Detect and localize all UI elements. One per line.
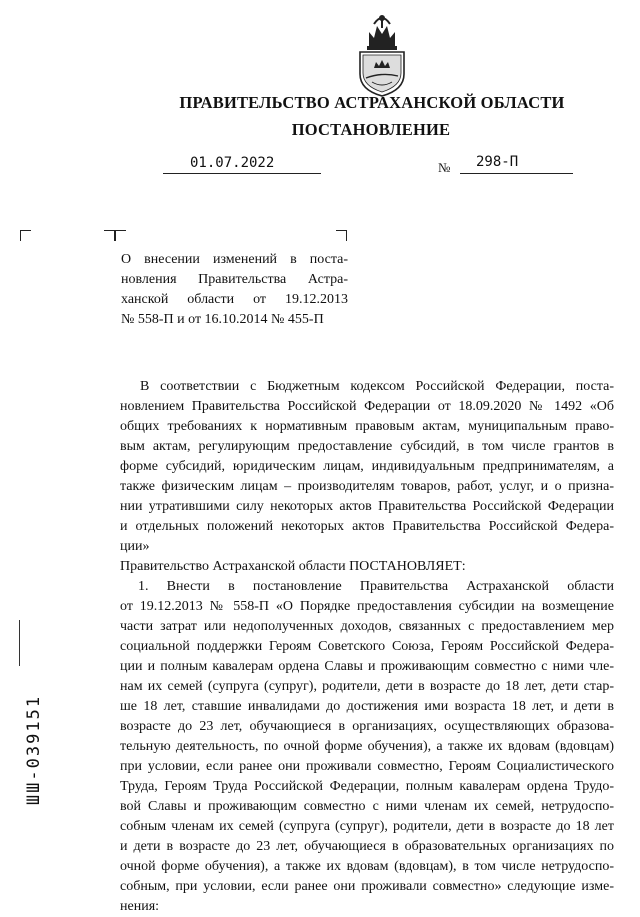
government-title [0,93,640,140]
org-name: ПРАВИТЕЛЬСТВО АСТРАХАНСКОЙ ОБЛАСТИ [179,93,565,112]
subject-line: № 558-П и от 16.10.2014 № 455-П [121,312,324,327]
clause-line: вой Славы и проживающим совместно с ними членам их семей, нетрудоспо- [120,799,614,814]
clause-line: от 19.12.2013 № 558-П «О Порядке предоставления субсидии на возмещение [120,599,614,614]
clause-line: ше 18 лет, ставшие инвалидами до достижения ими возраста 18 лет, и дети в [120,699,614,714]
margin-line [19,620,20,666]
clause-line: нам их семей (супруга (супруг), родители, дети в возрасте до 18 лет, дети стар- [120,679,614,694]
clause-line: и дети в возрасте до 23 лет, обучающиеся в образовательных организациях по [120,839,614,854]
preamble-line: и отдельных положений некоторых актов Правительства Российской Федера- [120,519,614,534]
decree-date: 01.07.2022 [190,155,275,171]
subject-line: О внесении изменений в поста- [121,252,348,267]
clause-line: ции и полным кавалерам ордена Славы и проживающим совместно с ними чле- [120,659,614,674]
clause-line: собным, при условии, если ранее они проживали совместно» следующие изме- [120,879,614,894]
preamble-line: форме субсидий, юридическим лицам, индивидуальным предпринимателям, а [120,459,614,474]
preamble-line: В соответствии с Бюджетным кодексом Российской Федерации, поста- [140,379,614,394]
doc-type: ПОСТАНОВЛЕНИЕ [291,120,451,139]
subject-block [121,250,348,330]
number-sign: № [438,160,451,175]
clause-line: очной форме обучения), а также их вдовам (вдовцам), в том числе нетрудоспо- [120,859,614,874]
preamble [120,377,614,557]
preamble-line: ции» [120,539,150,554]
decree-line [120,557,614,577]
corner-mark-mid-left [104,230,115,241]
number-underline [460,173,573,174]
clause-1 [120,577,614,917]
subject-line: ханской области от 19.12.2013 [121,292,348,307]
decree-number: 298-П [476,154,519,170]
corner-mark-left [20,230,31,241]
clause-line: при условии, если ранее они проживали совместно, Героям Социалистического [120,759,614,774]
preamble-line: новлением Правительства Российской Федерации от 18.09.2020 № 1492 «Об [120,399,614,414]
clause-line: части затрат или недополученных доходов, связанных с предоставлением мер [120,619,614,634]
preamble-line: нии утратившими силу некоторых актов Правительства Российской Федерации [120,499,614,514]
corner-mark-mid [115,230,126,241]
coat-of-arms-emblem [352,8,412,98]
clause-line: нения: [120,899,160,914]
decree-text: Правительство Астраханской области ПОСТАНОВЛЯЕТ: [120,559,466,574]
corner-mark-right [336,230,347,241]
date-underline [163,173,321,174]
preamble-line: общих требованиях к нормативным правовым актам, муниципальным право- [120,419,614,434]
clause-line: тельную деятельность, по очной форме обучения), а также их вдовам (вдовцам) [120,739,614,754]
side-serial-code: ШШ-039151 [24,694,44,806]
clause-line: Труда, Героям Труда Российской Федерации, полным кавалерам ордена Трудо- [120,779,614,794]
clause-line: собным членам их семей (супруга (супруг), родители, дети в возрасте до 18 лет [120,819,614,834]
preamble-line: вым актам, регулирующим предоставление субсидий, в том числе грантов в [120,439,614,454]
subject-line: новления Правительства Астра- [121,272,348,287]
clause-line: социальной поддержки Героям Советского Союза, Героям Российской Федера- [120,639,614,654]
clause-line: возрасте до 23 лет, обучающиеся в организациях, осуществляющих образова- [120,719,614,734]
preamble-line: также физическим лицам – производителям товаров, работ, услуг, и о призна- [120,479,614,494]
clause-line: 1. Внести в постановление Правительства Астраханской области [138,579,614,594]
